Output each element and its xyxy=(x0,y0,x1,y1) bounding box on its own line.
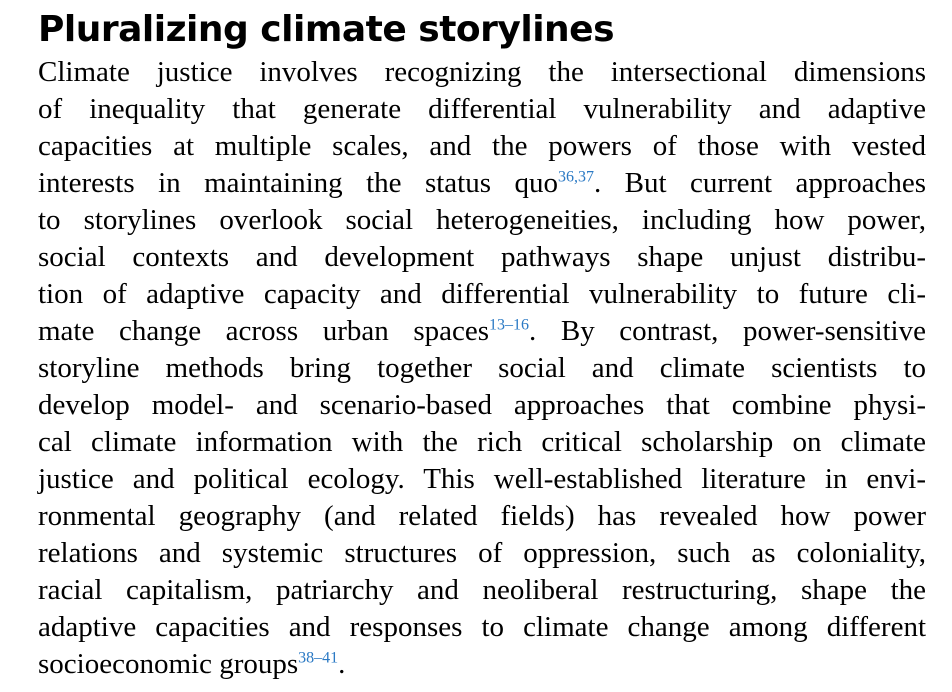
article-section xyxy=(38,8,926,683)
text-line: justice and political ecology. This well-established literature in envi- xyxy=(38,463,926,495)
text-line: cal climate information with the rich critical scholarship on climate xyxy=(38,426,926,458)
body-paragraph xyxy=(38,54,926,683)
text-line: tion of adaptive capacity and differential vulnerability to future cli- xyxy=(38,278,926,310)
text-line: socioeconomic groups$^{38-41}$. xyxy=(38,648,346,680)
text-line: to storylines overlook social heterogeneities, including how power, xyxy=(38,204,926,236)
text-line: of inequality that generate differential vulnerability and adaptive xyxy=(38,93,926,125)
text-line: social contexts and development pathways shape unjust distribu- xyxy=(38,241,926,273)
text-line: racial capitalism, patriarchy and neoliberal restructuring, shape the xyxy=(38,574,926,606)
section-heading: Pluralizing climate storylines xyxy=(38,9,615,50)
text-line: Climate justice involves recognizing the intersectional dimensions xyxy=(38,56,926,88)
text-line: develop model- and scenario-based approaches that combine physi- xyxy=(38,389,926,421)
citation-link[interactable]: 13–16 xyxy=(489,316,530,334)
text-line: capacities at multiple scales, and the powers of those with vested xyxy=(38,130,926,162)
text-line: storyline methods bring together social and climate scientists to xyxy=(38,352,926,384)
citation-link[interactable]: 38–41 xyxy=(298,649,339,667)
text-line: interests in maintaining the status quo$^{36,37}$. But current approaches xyxy=(38,167,926,199)
text-line: relations and systemic structures of oppression, such as coloniality, xyxy=(38,537,926,569)
text-line: mate change across urban spaces$^{13-16}$. By contrast, power-sensitive xyxy=(38,315,926,347)
text-line: ronmental geography (and related fields) has revealed how power xyxy=(38,500,926,532)
citation-link[interactable]: 36,37 xyxy=(557,168,594,186)
text-line: adaptive capacities and responses to climate change among different xyxy=(38,611,926,643)
